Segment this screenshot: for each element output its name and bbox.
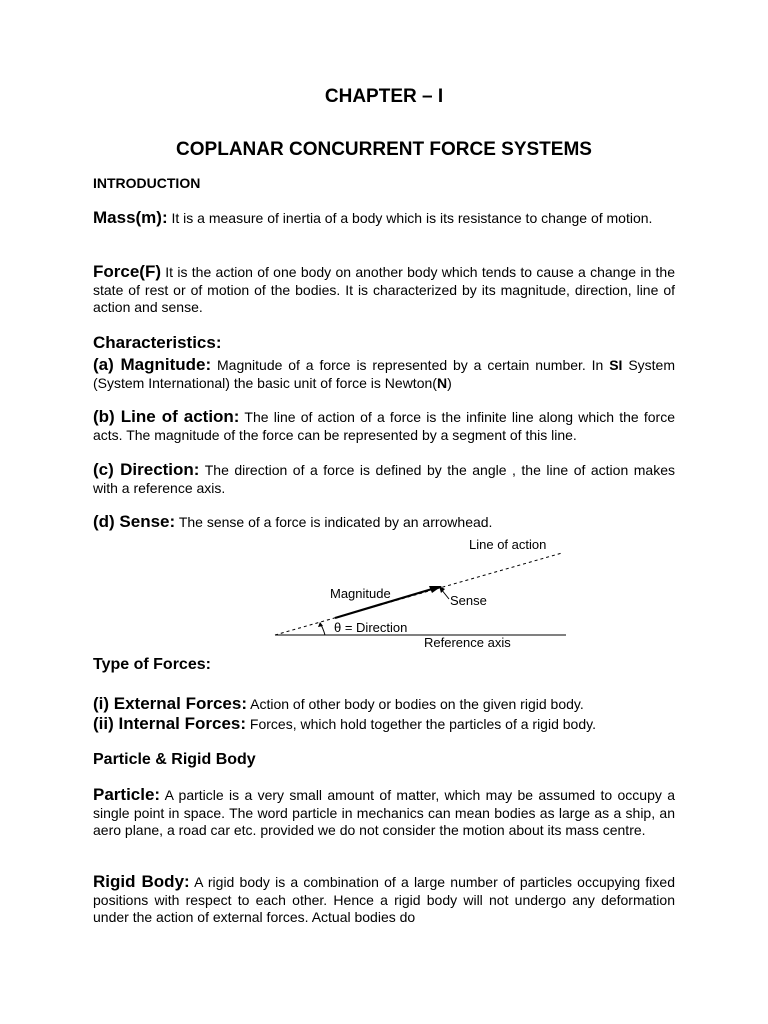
particle-rigid-body-heading: Particle & Rigid Body xyxy=(93,751,256,768)
external-forces-text: Action of other body or bodies on the given rigid body. xyxy=(247,696,584,712)
direction-text: The direction of a force is defined by the angle , the line of action makes with a reference axis. xyxy=(93,462,675,496)
force-text: It is the action of one body on another body which tends to cause a change in the state of rest or of motion of the bodies. It is characterized by its magnitude, direction, line of action and sense. xyxy=(93,264,675,315)
mass-term: Mass(m): xyxy=(93,208,168,227)
sense-term: (d) Sense: xyxy=(93,512,176,531)
si-abbrev: SI xyxy=(609,357,623,373)
magnitude-label: Magnitude xyxy=(330,586,391,601)
force-term: Force(F) xyxy=(93,262,161,281)
introduction-heading: INTRODUCTION xyxy=(93,175,201,191)
magnitude-text-2: System (System International) the basic unit of force is Newton( xyxy=(93,357,675,391)
direction-term: (c) Direction: xyxy=(93,460,200,479)
sense-text: The sense of a force is indicated by an arrowhead. xyxy=(175,514,493,530)
direction-label: θ = Direction xyxy=(334,620,408,635)
external-forces-paragraph xyxy=(93,695,675,714)
magnitude-text-3: ) xyxy=(447,374,452,391)
mass-text: It is a measure of inertia of a body which is its resistance to change of motion. xyxy=(167,210,653,226)
types-of-forces-heading: Type of Forces: xyxy=(93,656,211,673)
particle-text: A particle is a very small amount of matter, which may be assumed to occupy a single point in space. The word particle in mechanics can mean bodies as large as a ship, an aero plane, a road car etc. provided we do not consider the motion about its mass centre. xyxy=(93,787,675,838)
rigid-body-term: Rigid Body: xyxy=(93,872,190,891)
particle-paragraph xyxy=(93,786,675,840)
magnitude-term: (a) Magnitude: xyxy=(93,355,212,374)
internal-forces-text: Forces, which hold together the particles of a rigid body. xyxy=(246,716,596,732)
characteristics-heading: Characteristics: xyxy=(93,333,222,352)
magnitude-text: Magnitude of a force is represented by a certain number. In xyxy=(211,357,610,373)
reference-axis-label: Reference axis xyxy=(424,635,511,650)
external-forces-term: (i) External Forces: xyxy=(93,694,247,713)
internal-forces-paragraph xyxy=(93,715,675,734)
line-of-action-label: Line of action xyxy=(469,537,547,552)
line-of-action-text: The line of action of a force is the infinite line along which the force acts. The magnitude of the force can be represented by a segment of this line. xyxy=(93,409,675,443)
particle-term: Particle: xyxy=(93,785,161,804)
internal-forces-term: (ii) Internal Forces: xyxy=(93,714,247,733)
rigid-body-paragraph xyxy=(93,873,675,927)
rigid-body-text: A rigid body is a combination of a large number of particles occupying fixed positions with respect to each other. Hence a rigid body will not undergo any deformation under the action of external forces. Actual bodies do xyxy=(93,874,675,925)
sense-label: Sense xyxy=(450,593,487,608)
section-title: COPLANAR CONCURRENT FORCE SYSTEMS xyxy=(176,139,592,160)
newton-symbol: N xyxy=(436,374,448,391)
chapter-heading: CHAPTER – I xyxy=(324,86,444,107)
line-of-action-term: (b) Line of action: xyxy=(93,407,240,426)
